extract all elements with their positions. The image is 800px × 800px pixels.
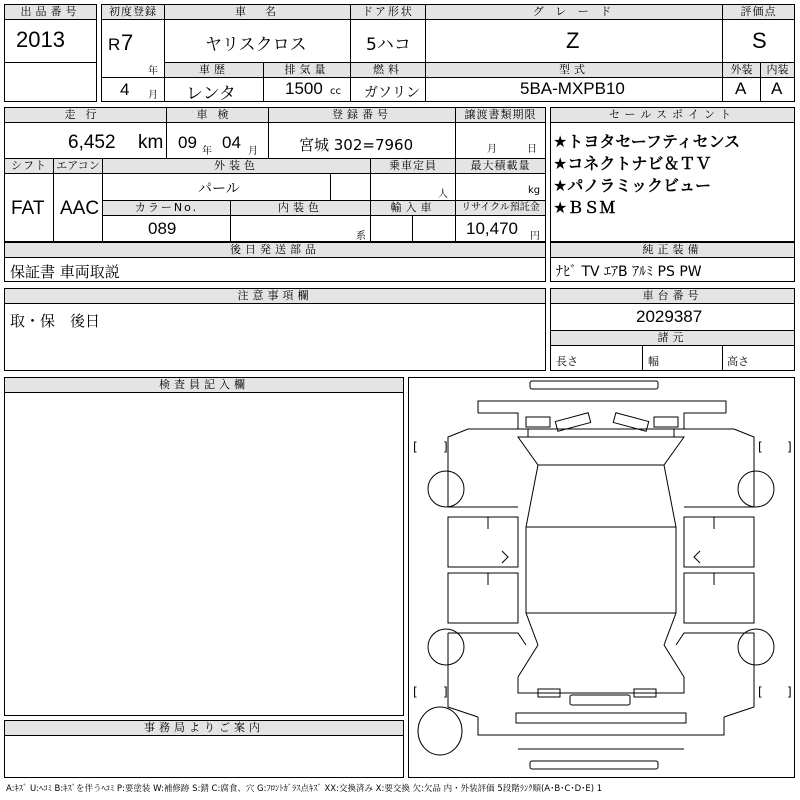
first-reg-year: 7	[121, 30, 134, 55]
month-unit: 月	[148, 90, 158, 101]
lot-label: 出品番号	[5, 5, 96, 20]
first-reg-month: 4	[120, 80, 130, 99]
interior-grade-label: 内装	[761, 63, 794, 78]
max-load-label: 最大積載量	[456, 159, 545, 174]
exterior-grade-value: A	[735, 79, 747, 98]
color-no-label: カラーNo.	[103, 201, 230, 216]
fuel-label: 燃料	[351, 63, 425, 78]
diagram-bracket-fl-open: [	[413, 440, 418, 454]
mileage-unit: km	[138, 132, 164, 153]
lot-number: 2013	[16, 27, 65, 52]
aircon-label: エアコン	[54, 159, 102, 174]
transfer-month-unit: 月	[487, 144, 497, 155]
plate-label: 登録番号	[269, 108, 455, 123]
inspector-label: 検査員記入欄	[5, 378, 403, 393]
shift-value: FAT	[11, 198, 45, 219]
diagram-bracket-rl-open: [	[413, 685, 418, 699]
inspector-box	[4, 377, 404, 716]
later-parts-value: 保証書 車両取説	[10, 263, 120, 281]
exterior-color-label: 外装色	[103, 159, 370, 174]
width-label: 幅	[648, 355, 659, 368]
recycle-value: 10,470	[466, 219, 518, 238]
inspection-year: 09	[178, 133, 197, 152]
interior-grade-value: A	[771, 79, 783, 98]
transfer-day-unit: 日	[527, 144, 537, 155]
year-unit: 年	[148, 66, 158, 77]
height-label: 高さ	[727, 355, 749, 368]
diagram-bracket-rl-close: ]	[443, 685, 448, 699]
door-label: ドア形状	[351, 5, 425, 20]
mileage-value: 6,452	[68, 132, 116, 153]
sales-point-4: ★ＢＳＭ	[553, 198, 616, 217]
displacement-label: 排気量	[264, 63, 350, 78]
plate-value: 宮城 302=7960	[299, 136, 414, 154]
model-label: 型式	[426, 63, 722, 78]
capacity-unit: 人	[438, 189, 448, 200]
diagram-bracket-fr-close: ]	[787, 440, 792, 454]
fuel-value: ガソリン	[364, 85, 420, 101]
car-name-value: ヤリスクロス	[205, 35, 307, 55]
equipment-label: 純正装備	[551, 243, 794, 258]
history-value: レンタ	[186, 84, 236, 104]
max-load-unit: kg	[528, 185, 541, 196]
length-label: 長さ	[556, 355, 578, 368]
grade-label: グ レ ー ド	[426, 5, 722, 20]
office-label: 事務局よりご案内	[5, 721, 403, 736]
score-value: S	[752, 28, 767, 53]
interior-color-label: 内装色	[231, 201, 370, 216]
displacement-unit: cc	[330, 86, 341, 97]
chassis-label: 車台番号	[551, 289, 794, 304]
transfer-label: 譲渡書類期限	[456, 108, 545, 123]
sales-point-1: ★トヨタセーフティセンス	[553, 132, 741, 151]
recycle-unit: 円	[530, 231, 540, 242]
model-value: 5BA-MXPB10	[520, 79, 625, 98]
exterior-color-value: パール	[198, 181, 240, 197]
diagram-bracket-rr-close: ]	[787, 685, 792, 699]
notes-label: 注意事項欄	[5, 289, 545, 304]
sales-point-2: ★コネクトナビ＆ＴＶ	[553, 154, 712, 173]
later-parts-label: 後日発送部品	[5, 243, 545, 258]
sales-point-3: ★パノラミックビュー	[553, 176, 712, 195]
history-label: 車歴	[165, 63, 263, 78]
equipment-value: ﾅﾋﾞ TV ｴｱB ｱﾙﾐ PS PW	[556, 264, 702, 280]
grade-value: Z	[566, 28, 580, 53]
recycle-label: リサイクル預託金	[456, 201, 545, 216]
specs-label: 諸元	[551, 331, 794, 346]
damage-code-legend: A:ｷｽﾞ U:ﾍｺﾐ B:ｷｽﾞを伴うﾍｺﾐ P:要塗装 W:補修跡 S:錆 C:腐食、穴 G:ﾌﾛﾝﾄｶﾞﾗｽ点ｷｽﾞ XX:交換済み X:要交換 欠:欠品 内・外装評価 5段階ﾗﾝｸ順(A･B･C･D･E) 1	[6, 784, 603, 794]
door-value: 5ハコ	[366, 35, 411, 55]
mileage-label: 走行	[5, 108, 166, 123]
score-label: 評価点	[723, 5, 794, 20]
first-reg-label: 初度登録	[102, 5, 164, 20]
inspection-label: 車検	[167, 108, 268, 123]
inspection-month: 04	[222, 133, 241, 152]
diagram-bracket-fr-open: [	[758, 440, 763, 454]
sales-points-label: セールスポイント	[551, 108, 794, 123]
inspection-year-unit: 年	[202, 146, 212, 157]
notes-value: 取・保 後日	[10, 312, 101, 330]
aircon-value: AAC	[60, 198, 100, 219]
shift-label: シフト	[5, 159, 53, 174]
diagram-bracket-fl-close: ]	[443, 440, 448, 454]
import-label: 輸入車	[371, 201, 455, 216]
car-name-label: 車 名	[165, 5, 350, 20]
displacement-value: 1500	[285, 79, 323, 98]
chassis-value: 2029387	[636, 307, 703, 326]
diagram-bracket-rr-open: [	[758, 685, 763, 699]
era-prefix: R	[108, 35, 121, 54]
exterior-grade-label: 外装	[723, 63, 760, 78]
interior-color-unit: 系	[356, 231, 366, 242]
detail-box	[4, 107, 546, 242]
color-no-value: 089	[148, 219, 177, 238]
capacity-label: 乗車定員	[371, 159, 455, 174]
vehicle-damage-diagram[interactable]	[408, 377, 795, 778]
inspection-month-unit: 月	[248, 146, 258, 157]
